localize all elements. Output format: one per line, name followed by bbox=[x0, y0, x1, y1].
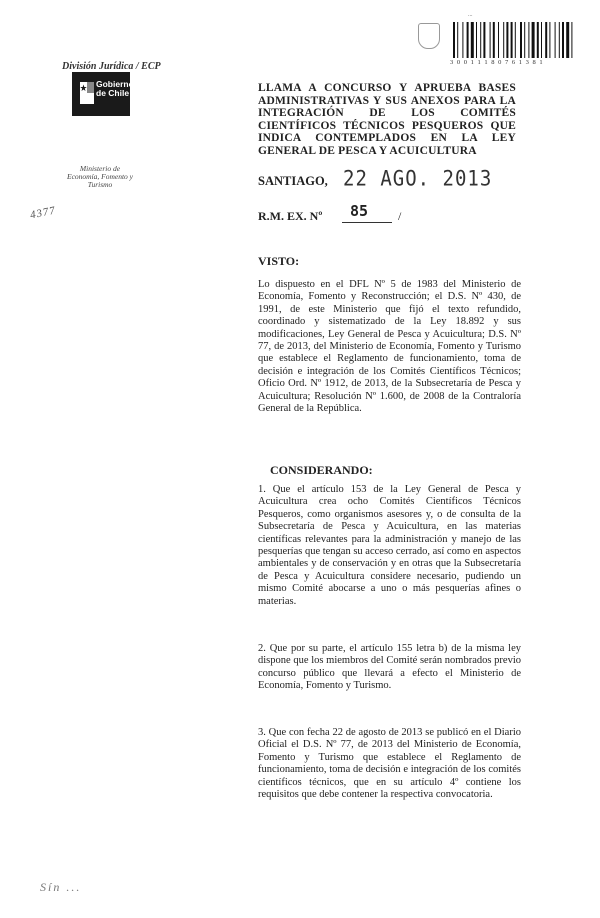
barcode-bar bbox=[471, 22, 474, 58]
title-line: LLAMA A CONCURSO Y APRUEBA BASES bbox=[258, 82, 516, 94]
logo-text-line2: de Chile bbox=[96, 88, 130, 98]
barcode-bar bbox=[566, 22, 569, 58]
date-stamp: 22 AGO. 2013 bbox=[343, 166, 493, 192]
considerando-item-1: 1. Que el artículo 153 de la Ley General de Pesca y Acuicultura crea ocho Comités Científicos Técnicos Pesqueros, como organismos asesores y, o de consulta de la Subsecretaría de Pesca y Acuicultura, en las materias científicas relevantes para la administración y manejo de las pesquerías que tengan su acceso cerrado, así como en aspectos ambientales y de conservación y en otras que la Subsecretaría de Pesca y Acuicultura considere necesario, pudiendo un mismo Comité abocarse a uno o más pesquerías afines o materias. bbox=[258, 484, 521, 607]
barcode-bar bbox=[498, 22, 499, 58]
barcode-bar bbox=[515, 22, 516, 58]
barcode-bar bbox=[528, 22, 529, 58]
barcode-bar bbox=[480, 22, 481, 58]
barcode-bar bbox=[571, 22, 572, 58]
logo-text-line1: Gobierno bbox=[96, 79, 134, 89]
barcode-bar bbox=[467, 22, 469, 58]
resolution-underline bbox=[342, 222, 392, 223]
barcode-bar bbox=[532, 22, 535, 58]
resolution-number: 85 bbox=[350, 202, 369, 220]
barcode-bar bbox=[537, 22, 539, 58]
chile-flag-icon bbox=[80, 82, 94, 104]
visto-paragraph: Lo dispuesto en el DFL Nº 5 de 1983 del Ministerio de Economía, Fomento y Reconstrucción; el D.S. Nº 430, de 1991, de este Ministerio que fijó el texto refundido, coordinado y sistematizado de la Ley 18.892 y sus modificaciones, Ley General de Pesca y Acuicultura; D.S. Nº 77, de 2013, del Ministerio de Economía, Fomento y Turismo que establece el Reglamento de funcionamiento, toma de decisión e integración de los Comités Científicos Técnicos; Oficio Ord. Nº 1912, de 2013, de la Subsecretaría de Pesca y Acuicultura; Resolución Nº 1.600, de 2008 de la Contraloría General de la República. bbox=[258, 279, 521, 415]
date-place: SANTIAGO, bbox=[258, 174, 328, 188]
title-line: ADMINISTRATIVAS Y SUS ANEXOS PARA LA bbox=[258, 94, 516, 107]
barcode-bar bbox=[549, 22, 550, 58]
considerando-item-2: 2. Que por su parte, el artículo 155 letra b) de la misma ley dispone que los miembros del Comité serán nombrados previo concurso público que llevará a efecto el Ministerio de Economía, Fomento y Turismo. bbox=[258, 643, 521, 692]
barcode-bar bbox=[503, 22, 504, 58]
ministry-label: Ministerio de Economía, Fomento y Turismo bbox=[66, 164, 134, 189]
barcode-bar bbox=[562, 22, 564, 58]
title-line: INDICA CONTEMPLADOS EN LA LEY bbox=[258, 132, 516, 144]
resolution-label: R.M. EX. Nº bbox=[258, 209, 323, 223]
division-label: División Jurídica / ECP bbox=[62, 61, 161, 72]
barcode-caption: ... bbox=[468, 12, 473, 18]
resolution-slash: / bbox=[398, 209, 402, 223]
barcode-bar bbox=[490, 22, 491, 58]
barcode-bar bbox=[541, 22, 542, 58]
considerando-item-3: 3. Que con fecha 22 de agosto de 2013 se publicó en el Diario Oficial el D.S. Nº 77, de 2013 del Ministerio de Economía, Fomento y Turismo que establece el Reglamento de funcionamiento, toma de decisión e integración de los comités científicos técnicos, que en su artículo 4º contiene los requisitos que debe contener la respectiva convocatoria. bbox=[258, 727, 521, 801]
document-title bbox=[258, 82, 516, 157]
barcode-bar bbox=[457, 22, 458, 58]
barcode-bar bbox=[483, 22, 485, 58]
barcode-bar bbox=[453, 22, 455, 58]
barcode-bar bbox=[506, 22, 508, 58]
barcode-bar bbox=[555, 22, 556, 58]
barcode-bar bbox=[476, 22, 477, 58]
logo-text bbox=[96, 80, 134, 98]
title-line: GENERAL DE PESCA Y ACUICULTURA bbox=[258, 144, 477, 157]
barcode-bar bbox=[493, 22, 495, 58]
handwritten-footer-note: Sín ... bbox=[40, 880, 82, 894]
barcode-bar bbox=[559, 22, 560, 58]
barcode-bar bbox=[520, 22, 522, 58]
barcode-bar bbox=[524, 22, 525, 58]
barcode-bar bbox=[462, 22, 463, 58]
barcode-number: 3 0 0 1 1 1 8 0 7 6 1 3 8 1 bbox=[450, 59, 544, 66]
barcode-bar bbox=[545, 22, 547, 58]
title-line: INTEGRACIÓN DE LOS COMITÉS bbox=[258, 107, 516, 119]
handwritten-note: 4377 bbox=[29, 204, 57, 222]
barcode-bar bbox=[511, 22, 513, 58]
visto-heading: VISTO: bbox=[258, 254, 300, 268]
considerando-heading: CONSIDERANDO: bbox=[270, 463, 373, 477]
title-line: CIENTÍFICOS TÉCNICOS PESQUEROS QUE bbox=[258, 119, 516, 132]
